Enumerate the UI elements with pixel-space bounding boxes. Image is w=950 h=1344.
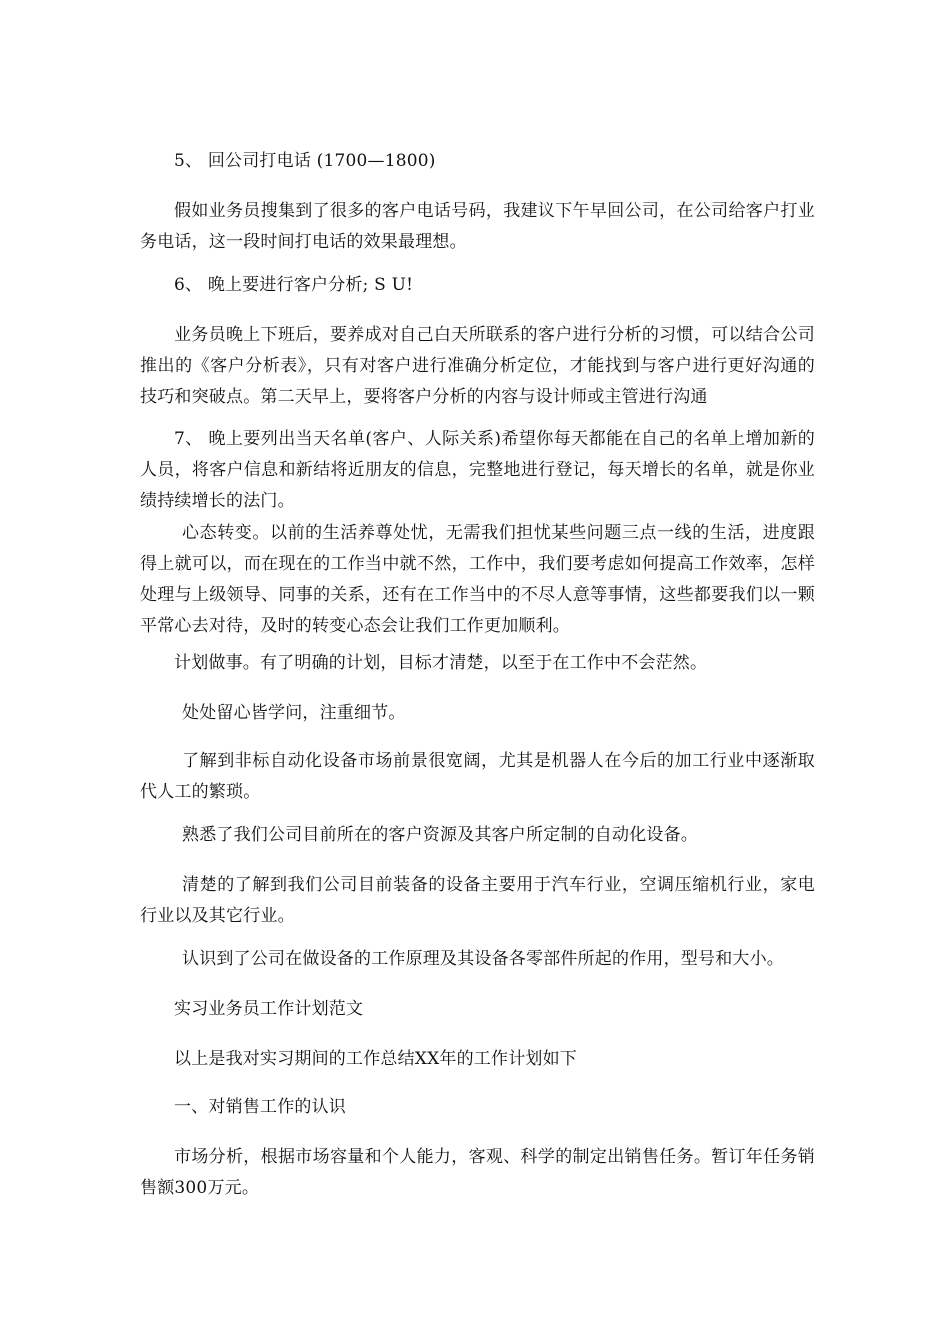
paragraph-mindset-change: 心态转变。以前的生活养尊处忧，无需我们担忧某些问题三点一线的生活，进度跟得上就可以，而在现在的工作当中就不然，工作中，我们要考虑如何提高工作效率，怎样处理与上级领导、同事的关系，还有在工作当中的不尽人意等事情，这些都要我们以一颗平常心去对待，及时的转变心态会让我们工作更加顺利。	[140, 523, 815, 636]
paragraph-equipment-principles: 认识到了公司在做设备的工作原理及其设备各零部件所起的作用，型号和大小。	[182, 949, 784, 969]
paragraph-section-title: 实习业务员工作计划范文	[174, 999, 364, 1019]
paragraph-attention-to-detail: 处处留心皆学问，注重细节。	[182, 703, 406, 723]
paragraph-item-6-heading: 6、 晚上要进行客户分析; S U!	[174, 275, 414, 295]
paragraph-client-analysis: 业务员晚上下班后，要养成对自己白天所联系的客户进行分析的习惯，可以结合公司推出的《客户分析表》，只有对客户进行准确分析定位，才能找到与客户进行更好沟通的技巧和突破点。第二天早上，要将客户分析的内容与设计师或主管进行沟通	[140, 325, 815, 407]
paragraph-item-5-heading: 5、 回公司打电话 (1700—1800)	[174, 151, 436, 171]
paragraph-sales-understanding-heading: 一、对销售工作的认识	[174, 1097, 346, 1117]
paragraph-item-7-name-list: 7、 晚上要列出当天名单(客户、人际关系)希望你每天都能在自己的名单上增加新的人员，将客户信息和新结将近朋友的信息，完整地进行登记，每天增长的名单，就是你业绩持续增长的法门。	[140, 429, 815, 511]
paragraph-market-analysis: 市场分析，根据市场容量和个人能力，客观、科学的制定出销售任务。暂订年任务销售额300万元。	[140, 1147, 815, 1198]
paragraph-plan-intro: 以上是我对实习期间的工作总结XX年的工作计划如下	[174, 1049, 578, 1069]
paragraph-equipment-usage: 清楚的了解到我们公司目前装备的设备主要用于汽车行业，空调压缩机行业，家电行业以及其它行业。	[140, 875, 815, 926]
paragraph-client-resources: 熟悉了我们公司目前所在的客户资源及其客户所定制的自动化设备。	[182, 825, 698, 845]
paragraph-automation-market: 了解到非标自动化设备市场前景很宽阔，尤其是机器人在今后的加工行业中逐渐取代人工的繁琐。	[140, 751, 815, 802]
paragraph-plan-work: 计划做事。有了明确的计划，目标才清楚，以至于在工作中不会茫然。	[174, 653, 708, 673]
paragraph-call-clients: 假如业务员搜集到了很多的客户电话号码，我建议下午早回公司，在公司给客户打业务电话，这一段时间打电话的效果最理想。	[140, 201, 815, 252]
